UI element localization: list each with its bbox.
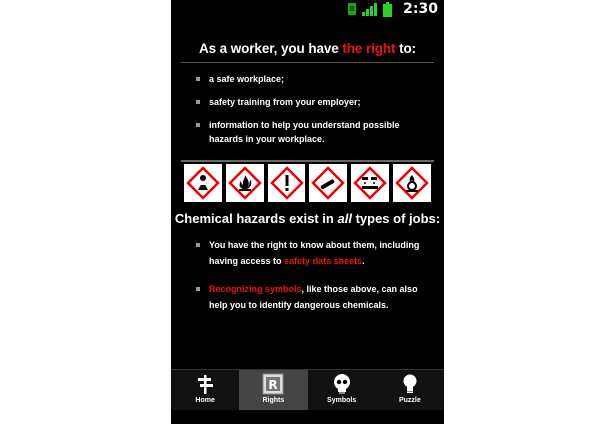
safety-data-sheets-link[interactable]: safety data sheets — [284, 256, 363, 266]
rights-title: As a worker, you have the right to: — [198, 41, 417, 56]
divider — [181, 62, 434, 63]
list-item: Recognizing symbols, like those above, can also help you to identify dangerous chemicals. — [196, 281, 432, 313]
status-bar — [171, 0, 444, 19]
nav-symbols[interactable] — [308, 370, 376, 411]
rights-list — [196, 72, 432, 146]
gas-cylinder-icon — [309, 164, 347, 202]
oxidizer-icon — [393, 164, 431, 202]
list-item: a safe workplace; — [196, 72, 432, 86]
nav-rights[interactable] — [239, 370, 307, 411]
flammable-icon — [226, 164, 264, 202]
nav-label: Puzzle — [398, 397, 421, 404]
nav-label: Home — [195, 397, 215, 404]
recognizing-symbols-link[interactable]: Recognizing symbols — [209, 284, 302, 294]
list-item: information to help you understand possible hazards in your workplace. — [196, 118, 432, 146]
clock: 2:30 — [403, 1, 438, 17]
rights-r-icon — [262, 373, 284, 395]
sim-icon — [347, 2, 357, 16]
hazard-pictograms — [184, 164, 431, 204]
signal-icon — [361, 2, 377, 16]
list-item: You have the right to know about them, including having access to safety data sheets. — [196, 237, 432, 269]
lightbulb-icon — [402, 373, 418, 395]
emphasis-all: all — [337, 211, 352, 226]
bottom-edge — [171, 410, 444, 424]
chemical-title: Chemical hazards exist in all types of jobs: — [174, 211, 441, 226]
list-item: safety training from your employer; — [196, 95, 432, 109]
exclamation-icon — [268, 164, 306, 202]
nav-label: Symbols — [327, 397, 357, 404]
health-hazard-icon — [184, 164, 222, 202]
content-area — [171, 19, 444, 369]
svg-text:R: R — [268, 378, 278, 392]
nav-puzzle[interactable] — [376, 370, 444, 411]
rights-highlight: the right — [342, 41, 396, 56]
skull-icon — [332, 373, 352, 395]
phone-screen — [171, 0, 444, 424]
battery-icon — [383, 2, 392, 17]
nav-home[interactable] — [171, 370, 239, 411]
section-divider — [181, 160, 434, 162]
bottom-nav — [171, 369, 444, 411]
corrosive-icon — [351, 164, 389, 202]
nav-label: Rights — [262, 397, 285, 404]
chemical-list — [196, 237, 432, 325]
signpost-icon — [196, 373, 214, 395]
